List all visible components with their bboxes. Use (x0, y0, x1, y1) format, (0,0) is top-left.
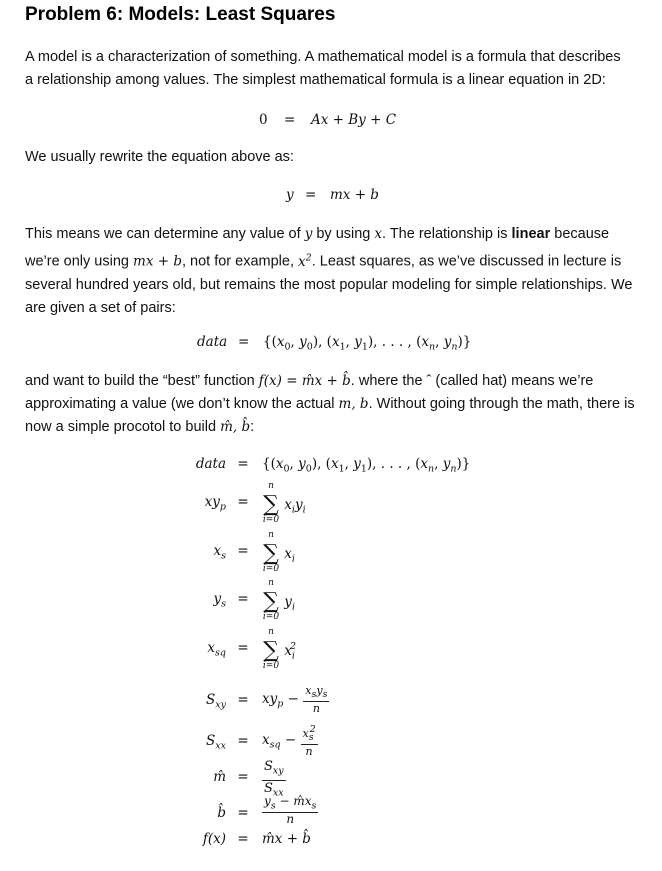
system-equals-6: = (237, 733, 249, 749)
system-rhs-sxy: $xy_p$ − $\frac{x_sy_s}{n}$ (262, 684, 328, 716)
math-x-base: x (298, 253, 306, 270)
math-x-squared: $x^2$ (298, 252, 312, 270)
sum-lower: i=0 (262, 661, 280, 671)
system-lhs-fx-box (150, 831, 226, 847)
para2-text-d: because (554, 226, 610, 242)
system-lhs-ys: $y_s$ (213, 591, 226, 610)
system-lhs-sxy-box (150, 692, 226, 711)
eq2-equals: = (305, 187, 317, 203)
system-row-ys (0, 578, 662, 631)
system-lhs-xsq: $x_{sq}$ (207, 640, 226, 659)
math-mx-plus-b: mx + b (133, 253, 182, 270)
eq3-rhs: {($x_0$, $y_0$), ($x_1$, $y_1$), . . . , ($x_n$, $y_n$)} (263, 334, 472, 353)
page-title: Problem 6: Models: Least Squares (25, 4, 336, 25)
para2-text-f: , not for example, (181, 253, 294, 270)
system-lhs-bhat: b̂ (217, 805, 226, 821)
bold-linear: linear (511, 226, 551, 242)
system-lhs-mhat-box (150, 769, 226, 785)
best-function-paragraph: and want to build the “best” function f(x) = m̂x + b̂. where the ˆ (called hat) means we’re approximating a value (we don’t know the actual m, b. Without going through the math, there is now a simple procotol to build m̂, b̂: (25, 373, 635, 435)
system-row-sxy (0, 684, 662, 732)
system-equals-9: = (237, 831, 249, 847)
system-lhs-xyp-box (150, 494, 226, 513)
para3-text-e: now a simple procotol to build (25, 419, 217, 435)
fraction: $\frac{x_s^2}{n}$ (302, 724, 316, 758)
math-fx: f(x) (258, 373, 282, 389)
system-equals-4: = (237, 640, 249, 656)
system-lhs-data: data (195, 456, 226, 472)
system-rhs-fx (262, 831, 311, 847)
system-equals-0: = (237, 456, 249, 472)
eq1-equals: = (284, 112, 296, 128)
system-rhs-ys: n ∑ i=0 $y_i$ (262, 591, 295, 613)
fraction: $\frac{y_s - m̂x_s}{n}$ (264, 794, 317, 827)
math-colon: : (250, 419, 255, 435)
system-lhs-mhat: m̂ (213, 769, 226, 785)
para3-text-a: and want to build the “best” function (25, 373, 255, 389)
math-fx-def: f(x) = m̂x + b̂ (258, 373, 351, 389)
para2-text-b: by using (316, 226, 371, 242)
para2-text-e: we’re only using (25, 253, 129, 270)
intro-line-2: a relationship among values. The simplest mathematical formula is a linear equation in 2D: (25, 72, 606, 88)
system-lhs-sxx-box (150, 733, 226, 752)
sum-lower: i=0 (262, 564, 280, 574)
para2-text-h: several hundred years old, but remains the most popular modeling for simple relationships. We (25, 276, 633, 293)
system-lhs-bhat-box (150, 805, 226, 821)
eq1-lhs: 0 (259, 112, 268, 128)
sum-symbol: n ∑ i=0 (262, 640, 280, 662)
sum-upper: n (268, 627, 274, 637)
sum-symbol: n ∑ i=0 (262, 543, 280, 565)
math-m-b: m, b (338, 396, 369, 412)
system-equals-3: = (237, 591, 249, 607)
math-x: x (374, 226, 383, 242)
eq2-rhs: mx + b (330, 187, 379, 203)
para2-text-a: This means we can determine any value of (25, 226, 301, 242)
eq1-rhs: Ax + By + C (311, 112, 397, 128)
math-mhat-bhat: m̂, b̂ (220, 419, 251, 435)
system-lhs-ys-box (150, 591, 226, 610)
para3-text-b: where the ˆ (called hat) means we’re (358, 373, 594, 389)
system-row-xsq (0, 627, 662, 680)
eq3-equals: = (238, 334, 250, 350)
sum-symbol: n ∑ i=0 (262, 591, 280, 613)
system-lhs-data-box (150, 456, 226, 472)
system-equals-2: = (237, 543, 249, 559)
system-row-data (0, 456, 662, 496)
sum-upper: n (268, 530, 274, 540)
system-rhs-bhat (262, 795, 318, 826)
system-rhs-xyp: n ∑ i=0 $x_iy_i$ (262, 494, 306, 516)
math-y: y (304, 226, 313, 242)
para2-text-c: . The relationship is (382, 226, 508, 242)
system-row-sxx (0, 724, 662, 773)
system-row-mhat (0, 759, 662, 809)
eq2-lhs: y (286, 187, 294, 203)
system-lhs-fx: f(x) (202, 831, 226, 847)
system-rhs-data: {($x_0$, $y_0$), ($x_1$, $y_1$), . . . , ($x_n$, $y_n$)} (262, 456, 471, 475)
rewrite-text: We usually rewrite the equation above as: (25, 149, 294, 165)
system-equals-8: = (237, 805, 249, 821)
system-lhs-sxx: $S_{xx}$ (206, 733, 226, 752)
system-rhs-xsq: n ∑ i=0 $x_i^2$ (262, 640, 296, 662)
system-lhs-xs: $x_s$ (213, 543, 226, 562)
system-row-xyp (0, 481, 662, 534)
system-rhs-xs: n ∑ i=0 $x_i$ (262, 543, 295, 565)
eq3-lhs: data (197, 334, 228, 350)
system-equals-5: = (237, 692, 249, 708)
system-equals-1: = (237, 494, 249, 510)
intro-line-1: A model is a characterization of something. A mathematical model is a formula that describes (25, 49, 621, 65)
fraction: $\frac{S_{xy}}{S_{xx}}$ (262, 759, 286, 801)
sum-upper: n (268, 481, 274, 491)
system-lhs-sxy: $S_{xy}$ (206, 692, 226, 711)
system-row-fx (0, 831, 662, 871)
math-mhat-x-bhat: m̂x + b̂ (301, 373, 351, 389)
para2-text-i: are given a set of pairs: (25, 299, 176, 316)
system-lhs-xyp: $xy_p$ (204, 494, 226, 513)
sum-upper: n (268, 578, 274, 588)
fraction: $\frac{x_sy_s}{n}$ (305, 684, 328, 716)
system-rhs-fx-text: m̂x + b̂ (262, 831, 311, 847)
para2-text-g: . Least squares, as we’ve discussed in lecture is (311, 253, 622, 270)
para3-text-d: . Without going through the math, there is (368, 396, 635, 412)
system-row-xs (0, 530, 662, 583)
sum-symbol: n ∑ i=0 (262, 494, 280, 516)
system-lhs-xsq-box (150, 640, 226, 659)
sum-lower: i=0 (262, 515, 280, 525)
system-equals-7: = (237, 769, 249, 785)
para3-text-c: approximating a value (we don’t know the actual (25, 396, 335, 412)
system-lhs-xs-box (150, 543, 226, 562)
sum-lower: i=0 (262, 612, 280, 622)
system-rhs-sxx: $x_{sq}$ − $\frac{x_s^2}{n}$ (262, 724, 316, 758)
